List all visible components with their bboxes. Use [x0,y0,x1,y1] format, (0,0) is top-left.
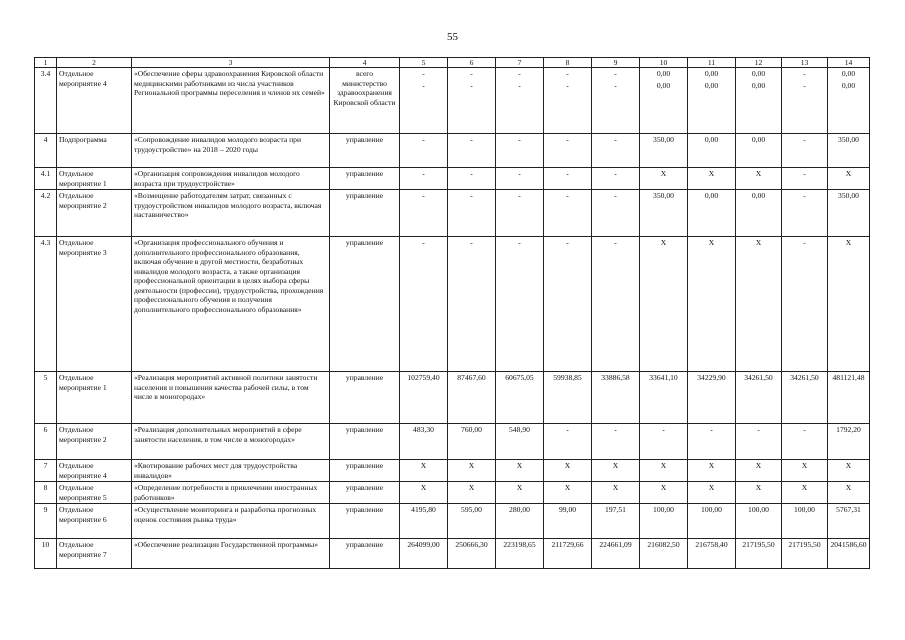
value-cell: 350,00 [640,134,688,168]
table-row [35,168,870,190]
column-number: 5 [400,58,448,68]
value-line: 0,00 [704,69,719,79]
column-number: 13 [782,58,828,68]
value-cell: - [496,168,544,190]
value-cell: - [640,424,688,460]
value-cell: - [782,134,828,168]
column-number: 1 [35,58,57,68]
row-source: управление [330,168,400,190]
value-cell: - [782,190,828,237]
table-row [35,237,870,372]
value-cell: X [782,460,828,482]
column-number: 11 [688,58,736,68]
row-source: управление [330,372,400,424]
value-cell: - [782,168,828,190]
row-number: 10 [35,539,57,569]
value-cell: 100,00 [640,504,688,539]
value-cell [544,68,592,134]
row-source: управление [330,190,400,237]
row-name: «Реализация мероприятий активной политики занятости населения и повышения качества рабочей силы, в том числе в моногородах» [132,372,330,424]
row-number: 5 [35,372,57,424]
value-cell: 34261,50 [782,372,828,424]
value-cell: 100,00 [782,504,828,539]
value-cell: 548,90 [496,424,544,460]
value-cell: 217195,50 [782,539,828,569]
value-line: - [803,80,806,90]
value-cell: X [828,482,870,504]
value-cell: X [736,237,782,372]
value-cell: - [592,424,640,460]
value-cell: 211729,66 [544,539,592,569]
value-cell: X [496,460,544,482]
value-cell: X [640,460,688,482]
row-type: Отдельное мероприятие 2 [57,424,132,460]
value-cell: 4195,80 [400,504,448,539]
row-number: 8 [35,482,57,504]
value-cell: 100,00 [688,504,736,539]
row-source: управление [330,460,400,482]
value-cell: X [400,460,448,482]
value-cell: 223198,65 [496,539,544,569]
column-number: 6 [448,58,496,68]
table-row [35,372,870,424]
value-cell: - [736,424,782,460]
value-cell: 33886,58 [592,372,640,424]
row-name: «Обеспечение сферы здравоохранения Кировской области медицинскими работниками из числа участников Региональной программы переселения и членов их семей» [132,68,330,134]
value-cell: - [592,237,640,372]
column-number: 4 [330,58,400,68]
value-cell: - [448,190,496,237]
value-cell [688,68,736,134]
value-line: 0,00 [656,69,671,79]
row-source: управление [330,134,400,168]
value-cell [828,68,870,134]
table-row [35,68,870,134]
value-cell: 59938,85 [544,372,592,424]
value-cell [640,68,688,134]
value-cell: 216758,40 [688,539,736,569]
value-line: 0,00 [704,80,719,90]
row-name: «Организация сопровождения инвалидов молодого возраста при трудоустройстве» [132,168,330,190]
value-cell: - [544,424,592,460]
value-cell: - [448,237,496,372]
value-line: - [470,69,473,79]
table-row [35,460,870,482]
value-cell: 250666,30 [448,539,496,569]
row-number: 4.3 [35,237,57,372]
value-cell: X [448,460,496,482]
value-line: 0,00 [841,80,856,90]
value-line: - [803,69,806,79]
value-line: - [518,69,521,79]
value-cell: 1792,20 [828,424,870,460]
value-cell: - [496,237,544,372]
value-line: - [422,69,425,79]
value-cell: - [400,134,448,168]
row-source: управление [330,539,400,569]
value-cell [496,68,544,134]
value-line: 0,00 [751,80,766,90]
table-row [35,134,870,168]
value-cell [782,68,828,134]
value-line: 0,00 [841,69,856,79]
row-type: Подпрограмма [57,134,132,168]
value-cell: - [544,134,592,168]
row-type: Отдельное мероприятие 3 [57,237,132,372]
row-name: «Осуществление мониторинга и разработка прогнозных оценок состояния рынка труда» [132,504,330,539]
value-cell [592,68,640,134]
value-line: - [566,80,569,90]
row-source: управление [330,237,400,372]
table-row [35,482,870,504]
value-cell: 350,00 [828,190,870,237]
value-cell: 760,00 [448,424,496,460]
row-source: управление [330,424,400,460]
value-cell: 595,00 [448,504,496,539]
table-row [35,539,870,569]
column-number: 10 [640,58,688,68]
value-cell: 5767,31 [828,504,870,539]
value-line: 0,00 [751,69,766,79]
value-cell: 217195,50 [736,539,782,569]
value-cell: - [544,237,592,372]
value-cell: X [448,482,496,504]
source-label: всего [355,69,374,79]
value-cell: X [640,237,688,372]
value-cell: X [688,460,736,482]
column-number: 3 [132,58,330,68]
value-cell: - [544,190,592,237]
value-line: - [470,80,473,90]
source-label: министерство здравоохранения Кировской области [333,78,396,107]
value-cell: - [592,134,640,168]
value-cell: 34261,50 [736,372,782,424]
row-number: 4.2 [35,190,57,237]
value-cell: - [448,168,496,190]
value-cell: X [688,168,736,190]
value-cell: 0,00 [736,190,782,237]
value-cell: 34229,90 [688,372,736,424]
value-cell [736,68,782,134]
column-number: 7 [496,58,544,68]
value-line: - [518,80,521,90]
value-cell: 483,30 [400,424,448,460]
value-cell: - [448,134,496,168]
row-source: управление [330,504,400,539]
row-name: «Определение потребности в привлечении иностранных работников» [132,482,330,504]
page-number: 55 [447,31,458,43]
value-cell: 216082,50 [640,539,688,569]
value-line: - [614,69,617,79]
value-cell: - [400,168,448,190]
row-number: 6 [35,424,57,460]
column-number: 2 [57,58,132,68]
value-cell: 87467,60 [448,372,496,424]
row-type: Отдельное мероприятие 1 [57,372,132,424]
column-number-row [35,58,870,68]
row-source: управление [330,482,400,504]
value-cell: X [592,460,640,482]
value-cell: - [592,168,640,190]
program-table [34,57,870,569]
value-cell: - [496,190,544,237]
column-number: 9 [592,58,640,68]
row-type: Отдельное мероприятие 4 [57,460,132,482]
value-cell: 350,00 [640,190,688,237]
value-cell: X [688,482,736,504]
value-cell: X [544,460,592,482]
value-cell: 224661,09 [592,539,640,569]
value-cell: X [688,237,736,372]
value-cell: X [592,482,640,504]
row-name: «Квотирование рабочих мест для трудоустройства инвалидов» [132,460,330,482]
value-cell: 100,00 [736,504,782,539]
value-cell: X [496,482,544,504]
row-name: «Обеспечение реализации Государственной программы» [132,539,330,569]
value-cell: X [736,460,782,482]
column-number: 14 [828,58,870,68]
value-cell [448,68,496,134]
value-cell: - [782,424,828,460]
value-cell: - [400,237,448,372]
value-cell: 99,00 [544,504,592,539]
row-type: Отдельное мероприятие 4 [57,68,132,134]
value-cell: X [544,482,592,504]
row-type: Отдельное мероприятие 5 [57,482,132,504]
row-name: «Реализация дополнительных мероприятий в сфере занятости населения, в том числе в моногородах» [132,424,330,460]
value-cell: 0,00 [688,190,736,237]
value-cell: - [544,168,592,190]
value-cell: 2041586,60 [828,539,870,569]
value-cell: 280,00 [496,504,544,539]
value-cell [400,68,448,134]
table-row [35,424,870,460]
value-cell: 60675,05 [496,372,544,424]
row-name: «Сопровождение инвалидов молодого возраста при трудоустройстве» на 2018 – 2020 годы [132,134,330,168]
row-type: Отдельное мероприятие 7 [57,539,132,569]
value-cell: X [828,460,870,482]
row-type: Отдельное мероприятие 2 [57,190,132,237]
value-line: - [422,80,425,90]
row-number: 7 [35,460,57,482]
table-row [35,504,870,539]
value-cell: X [736,482,782,504]
row-number: 3.4 [35,68,57,134]
row-type: Отдельное мероприятие 1 [57,168,132,190]
row-name: «Возмещение работодателям затрат, связанных с трудоустройством инвалидов молодого возраста, включая наставничество» [132,190,330,237]
value-cell: 0,00 [688,134,736,168]
value-cell: 0,00 [736,134,782,168]
value-cell: 350,00 [828,134,870,168]
row-number: 4.1 [35,168,57,190]
row-number: 9 [35,504,57,539]
value-cell: 481121,48 [828,372,870,424]
value-cell: 264099,00 [400,539,448,569]
table-body [35,68,870,569]
value-cell: X [400,482,448,504]
row-number: 4 [35,134,57,168]
value-cell: - [688,424,736,460]
row-type: Отдельное мероприятие 6 [57,504,132,539]
value-cell: 197,51 [592,504,640,539]
column-number: 12 [736,58,782,68]
value-cell: X [782,482,828,504]
row-source [330,68,400,134]
value-line: - [614,80,617,90]
value-cell: X [828,168,870,190]
value-cell: - [400,190,448,237]
value-line: - [566,69,569,79]
value-cell: X [640,482,688,504]
table-row [35,190,870,237]
column-number: 8 [544,58,592,68]
value-cell: - [592,190,640,237]
value-line: 0,00 [656,80,671,90]
value-cell: X [828,237,870,372]
value-cell: - [496,134,544,168]
row-name: «Организация профессионального обучения и дополнительного профессионального образования, включая обучение в другой местности, безработных инвалидов молодого возраста, а также организация профессиональной ориентации в целях выбора сферы деятельности (профессии), трудоустройства, прохождения профессионального обучения и получения дополнительного профессионального образования» [132,237,330,372]
value-cell: - [782,237,828,372]
value-cell: X [640,168,688,190]
value-cell: 102759,40 [400,372,448,424]
value-cell: X [736,168,782,190]
value-cell: 33641,10 [640,372,688,424]
